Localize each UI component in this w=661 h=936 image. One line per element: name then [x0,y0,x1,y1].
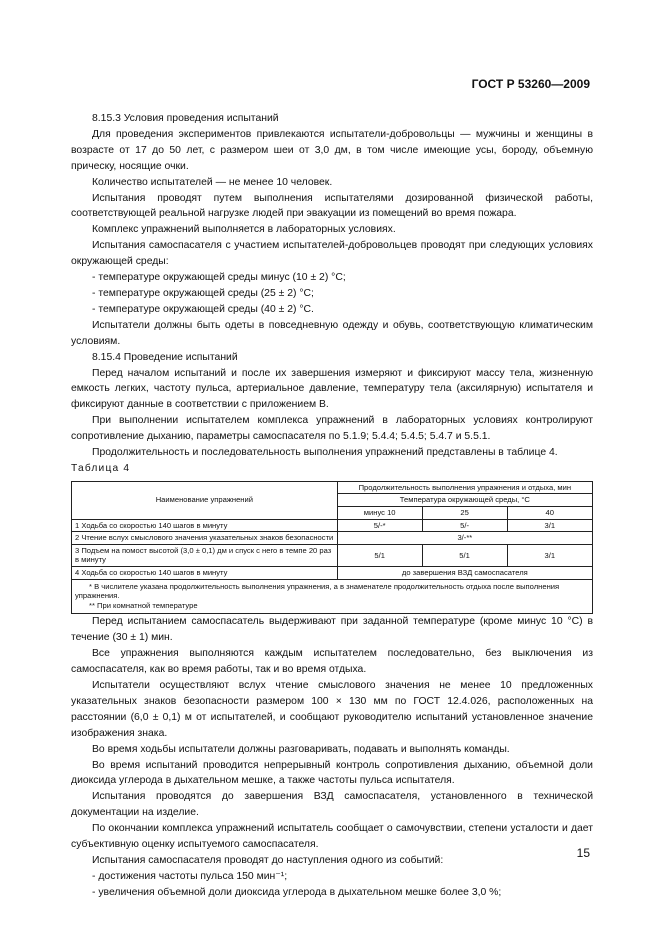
paragraph: Испытатели осуществляют вслух чтение смыслового значения не менее 10 предложенных указательных знаков безопасности размером 100 × 130 мм по ГОСТ 12.4.026, расположенных на расстоянии (6,0 ± 0,1) м от испытателей, и сообщают руководителю испытаний установленное значение изображения знака. [71,680,593,739]
paragraph: Все упражнения выполняются каждым испытателем последовательно, без выключения из самоспасателя, как во время работы, так и во время отдыха. [71,648,593,676]
list-item: - температуре окружающей среды минус (10 ± 2) °С; [92,272,346,284]
table-row [72,544,593,566]
table-cell: 5/-* [337,519,422,532]
table-row [72,532,593,545]
table-header-name: Наименование упражнений [72,481,338,519]
footnote: ** При комнатной температуре [89,600,198,610]
paragraph: Испытания самоспасателя с участием испытателей-добровольцев проводят при следующих условиях окружающей среды: [71,240,593,268]
paragraph: Во время испытаний проводится непрерывный контроль сопротивления дыханию, объемной доли диоксида углерода в дыхательном мешке, а также частоты пульса испытателя. [71,759,593,787]
table-cell: 5/- [422,519,507,532]
paragraph: Комплекс упражнений выполняется в лабораторных условиях. [92,224,396,236]
list-item: - увеличения объемной доли диоксида углерода в дыхательном мешке более 3,0 %; [92,886,502,898]
table-caption: Таблица 4 [71,462,131,474]
table-footnotes [72,579,593,614]
paragraph: Во время ходьбы испытатели должны разговаривать, подавать и выполнять команды. [92,743,510,755]
paragraph: Испытания проводятся до завершения ВЗД самоспасателя, установленного в технической документации на изделие. [71,791,593,819]
table-cell: 3/1 [507,519,592,532]
paragraph: Продолжительность и последовательность выполнения упражнений представлены в таблице 4. [92,447,558,459]
table-row [72,567,593,580]
table-cell: 5/1 [422,544,507,566]
paragraph: Испытания проводят путем выполнения испытателями дозированной физической работы, соответствующей реальной нагрузке людей при эвакуации из помещений во время пожара. [71,192,593,220]
table-cell: 3/1 [507,544,592,566]
table-cell-name: 4 Ходьба со скоростью 140 шагов в минуту [72,567,338,580]
list-item: - температуре окружающей среды (25 ± 2) °С; [92,287,314,299]
section-heading: 8.15.3 Условия проведения испытаний [92,113,279,124]
paragraph: При выполнении испытателем комплекса упражнений в лабораторных условиях контролируют сопротивление дыханию, параметры самоспасателя по 5.1.9; 5.4.4; 5.4.5; 5.4.7 и 5.5.1. [71,415,593,443]
table-header-temperature: Температура окружающей среды, °С [337,494,592,507]
paragraph: По окончании комплекса упражнений испытатель сообщает о самочувствии, степени усталости и дает субъективную оценку испытуемого самоспасателя. [71,823,593,851]
table-row [72,519,593,532]
list-item: - температуре окружающей среды (40 ± 2) °С. [92,303,314,315]
section-heading: 8.15.4 Проведение испытаний [92,351,238,363]
table-cell-name: 3 Подъем на помост высотой (3,0 ± 0,1) дм и спуск с него в темпе 20 раз в минуту [72,544,338,566]
paragraph: Для проведения экспериментов привлекаются испытатели-добровольцы — мужчины и женщины в возрасте от 17 до 50 лет, с размером шеи от 3,0 дм, в том числе имеющие усы, бороду, объемную прическу, носящие очки. [71,128,593,172]
table-cell: 3/-** [337,532,592,545]
table-header-temp-3: 40 [507,507,592,520]
paragraph: Испытания самоспасателя проводят до наступления одного из событий: [92,854,444,866]
table-header-duration: Продолжительность выполнения упражнения и отдыха, мин [337,481,592,494]
list-item: - достижения частоты пульса 150 мин⁻¹; [92,870,288,882]
paragraph: Количество испытателей — не менее 10 человек. [92,176,333,188]
table-cell-name: 2 Чтение вслух смыслового значения указательных знаков безопасности [72,532,338,545]
document-header: ГОСТ Р 53260—2009 [471,77,590,91]
document-body [71,111,593,901]
exercise-table [71,481,593,615]
paragraph: Перед началом испытаний и после их завершения измеряют и фиксируют массу тела, жизненную емкость легких, частоту пульса, артериальное давление, температуру тела (аксилярную) испытателя и фиксируют данные в соответствии с приложением В. [71,367,593,411]
table-cell-name: 1 Ходьба со скоростью 140 шагов в минуту [72,519,338,532]
table-header-temp-1: минус 10 [337,507,422,520]
page-number: 15 [576,846,590,860]
footnote: * В числителе указана продолжительность выполнения упражнения, а в знаменателе продолжительность отдыха после выполнения упражнения. [75,581,560,601]
paragraph: Испытатели должны быть одеты в повседневную одежду и обувь, соответствующую климатическим условиям. [71,319,593,347]
table-header-temp-2: 25 [422,507,507,520]
table-cell: 5/1 [337,544,422,566]
table-cell: до завершения ВЗД самоспасателя [337,567,592,580]
paragraph: Перед испытанием самоспасатель выдерживают при заданной температуре (кроме минус 10 °С) в течение (30 ± 1) мин. [71,616,593,644]
